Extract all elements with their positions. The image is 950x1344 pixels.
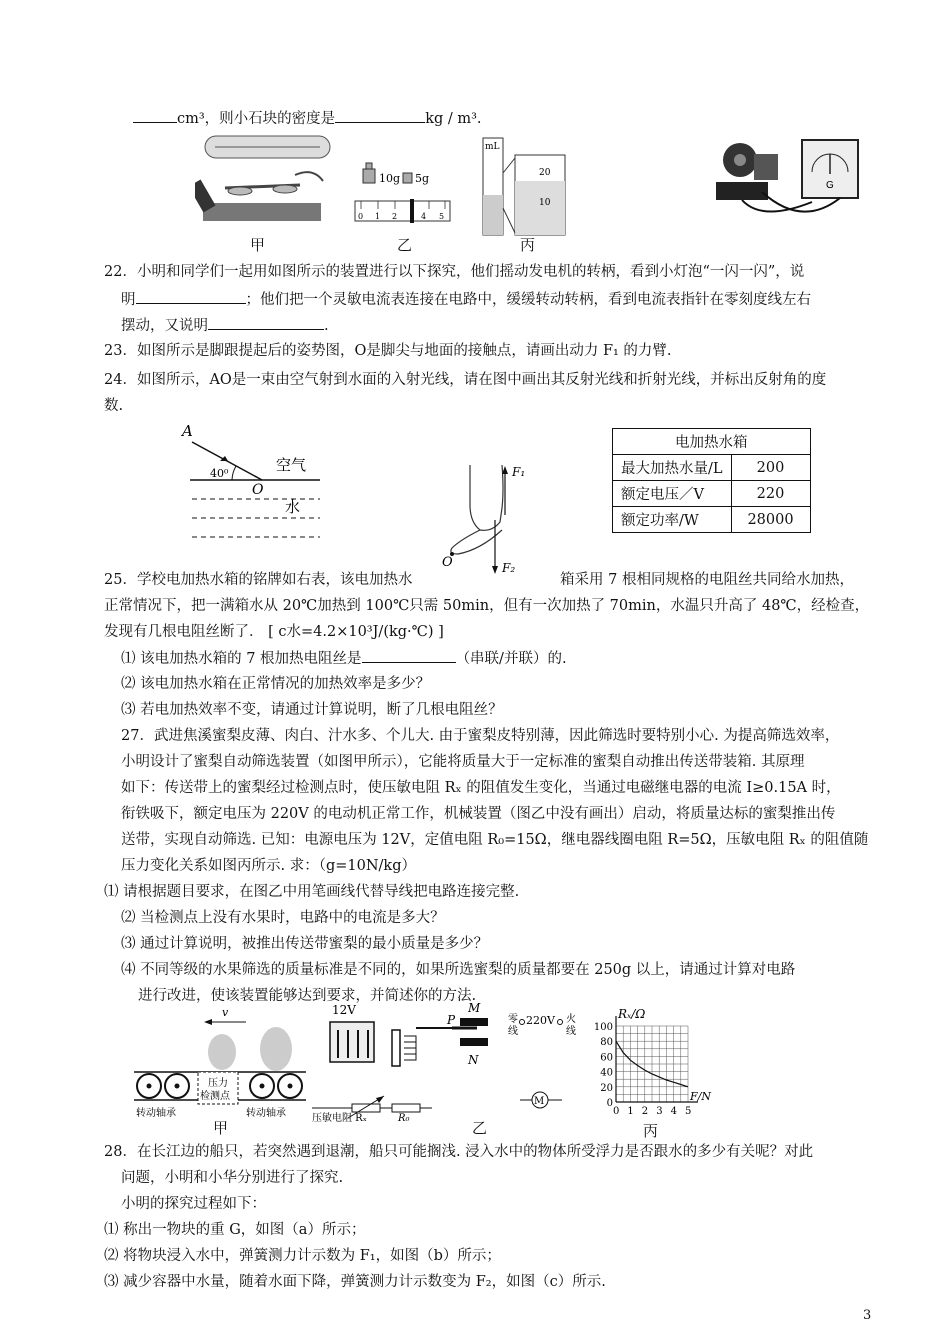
q27-sub4b: 进行改进，使该装置能够达到要求，并简述你的方法. — [138, 988, 477, 1004]
chart-x-tick: 3 — [656, 1106, 663, 1117]
row-key: 最大加热水量/L — [613, 455, 732, 481]
q22-line3 — [121, 315, 329, 336]
axle-label-left: 转动轴承 — [136, 1108, 176, 1119]
figure-27-circuit — [312, 1000, 597, 1122]
label-A: A — [182, 422, 193, 440]
ruler-2: 2 — [392, 212, 398, 221]
q24-line1: 24．如图所示，AO是一束由空气射到水面的入射光线，请在图中画出其反射光线和折射光线，并标出反射角的度 — [104, 372, 827, 388]
label-P: P — [447, 1013, 456, 1027]
ruler-4: 4 — [421, 212, 427, 221]
caption-bing-27: 丙 — [643, 1122, 659, 1140]
row-value: 220 — [731, 481, 810, 507]
text: kg / m³. — [425, 111, 482, 127]
chart-x-tick: 0 — [613, 1106, 620, 1117]
ruler-5: 5 — [439, 212, 445, 221]
label-220v: 220V — [526, 1014, 555, 1027]
ruler-0: 0 — [358, 212, 364, 221]
chart-y-tick: 20 — [600, 1082, 613, 1094]
cyl-20: 20 — [539, 168, 551, 178]
text: 摆动，又说明 — [121, 318, 208, 334]
q28-sub2: ⑵ 将物块浸入水中，弹簧测力计示数为 F₁，如图（b）所示； — [104, 1248, 501, 1264]
table-title: 电加热水箱 — [613, 429, 811, 455]
q25-sub1 — [121, 648, 567, 669]
figure-27-chart — [592, 1006, 712, 1118]
text: ；他们把一个灵敏电流表连接在电路中，缓缓转动转柄，看到电流表指针在零刻度线左右 — [245, 292, 811, 308]
q27-sub3: ⑶ 通过计算说明，被推出传送带蜜梨的最小质量是多少？ — [121, 936, 489, 952]
figure-24-refraction — [170, 420, 340, 545]
text: 明 — [121, 292, 136, 308]
row-key: 额定功率/W — [613, 507, 732, 533]
q25-sub2: ⑵ 该电加热水箱在正常情况的加热效率是多少？ — [121, 676, 431, 692]
q25-line3: 发现有几根电阻丝断了． [ c水=4.2×10³J/(kg·℃) ] — [104, 624, 444, 640]
detect-label: 检测点 — [200, 1091, 230, 1102]
q28-line1: 28．在长江边的船只，若突然遇到退潮，船只可能搁浅. 浸入水中的物体所受浮力是否跟水的多少有关呢？对此 — [104, 1144, 814, 1160]
weights-ruler-illustration — [355, 163, 450, 223]
density-line — [133, 108, 482, 129]
chart-axes — [616, 1016, 698, 1102]
chart-y-tick: 100 — [593, 1022, 613, 1033]
chart-y-tick: 60 — [600, 1052, 613, 1064]
table-row — [613, 455, 811, 481]
text: cm³，则小石块的密度是 — [177, 111, 336, 127]
chart-x-tick: 1 — [627, 1106, 634, 1117]
row-value: 200 — [731, 455, 810, 481]
answer-blank — [362, 648, 456, 663]
g-label: G — [826, 180, 834, 191]
figure-27-conveyor — [134, 1002, 306, 1120]
label-N: N — [468, 1053, 479, 1067]
text: （串联/并联）的. — [455, 651, 567, 667]
q25-sub3: ⑶ 若电加热效率不变，请通过计算说明，断了几根电阻丝？ — [121, 702, 503, 718]
water-heater-spec-table — [612, 428, 811, 533]
weight-5g: 5g — [415, 172, 430, 185]
detect-label: 压力 — [208, 1078, 228, 1089]
answer-blank — [208, 315, 324, 330]
chart-grid — [616, 1026, 688, 1102]
q23-text: 23．如图所示是脚跟提起后的姿势图，O是脚尖与地面的接触点，请画出动力 F₁ 的力臂. — [104, 343, 672, 359]
page-number: 3 — [863, 1308, 872, 1323]
chart-ylabel: Rₓ/Ω — [618, 1007, 646, 1021]
chart-x-tick: 4 — [670, 1106, 677, 1117]
ruler-1: 1 — [375, 212, 381, 221]
label-O: O — [442, 555, 453, 570]
chart-xlabel: F/N — [690, 1090, 711, 1103]
label-F2: F₂ — [502, 561, 516, 575]
q28-sub3: ⑶ 减少容器中水量，随着水面下降，弹簧测力计示数变为 F₂，如图（c）所示. — [104, 1274, 606, 1290]
q27-line5: 送带，实现自动筛选. 已知：电源电压为 12V，定值电阻 R₀=15Ω，继电器线圈电阻 R=5Ω，压敏电阻 Rₓ 的阻值随 — [121, 832, 869, 848]
label-neutral: 零 — [508, 1014, 518, 1025]
q27-line3: 如下：传送带上的蜜梨经过检测点时，使压敏电阻 Rₓ 的阻值发生变化，当通过电磁继电器的电流 I≥0.15A 时， — [121, 780, 841, 796]
q27-line1: 27．武进焦溪蜜梨皮薄、肉白、汁水多、个儿大. 由于蜜梨皮特别薄，因此筛选时要特别小心. 为提高筛选效率， — [121, 728, 840, 744]
row-value: 28000 — [731, 507, 810, 533]
q22-line1: 22．小明和同学们一起用如图所示的装置进行以下探究，他们摇动发电机的转柄，看到小灯泡“一闪一闪”，说 — [104, 264, 805, 280]
caption-jia: 甲 — [250, 236, 266, 254]
chart-x-tick: 5 — [685, 1106, 692, 1117]
q24-line2: 数. — [104, 398, 124, 414]
table-row — [613, 507, 811, 533]
answer-blank — [133, 108, 177, 123]
label-v: v — [222, 1006, 229, 1019]
text: . — [324, 318, 329, 334]
chart-y-tick: 0 — [606, 1098, 613, 1109]
row-key: 额定电压／V — [613, 481, 732, 507]
chart-y-tick: 80 — [600, 1037, 613, 1049]
answer-blank — [335, 108, 425, 123]
text: ⑴ 该电加热水箱的 7 根加热电阻丝是 — [121, 651, 362, 667]
figure-23-foot — [440, 460, 530, 578]
q27-sub2: ⑵ 当检测点上没有水果时，电路中的电流是多大？ — [121, 910, 445, 926]
label-O: O — [252, 482, 264, 498]
q25-line2: 正常情况下，把一满箱水从 20℃加热到 100℃只需 50min，但有一次加热了 70min，水温只升高了 48℃，经检查， — [104, 598, 870, 614]
chart-y-tick: 40 — [600, 1067, 613, 1079]
q28-line3: 小明的探究过程如下： — [121, 1196, 266, 1212]
q28-sub1: ⑴ 称出一物块的重 G，如图（a）所示； — [104, 1222, 366, 1238]
table-title-row — [613, 429, 811, 455]
caption-yi: 乙 — [397, 236, 413, 254]
cyl-10: 10 — [539, 198, 551, 208]
cylinder-illustration — [483, 138, 565, 235]
label-12v: 12V — [332, 1003, 356, 1017]
label-air: 空气 — [276, 456, 307, 474]
generator-ammeter-figure — [712, 132, 862, 232]
motor-label: M — [534, 1096, 545, 1107]
caption-yi-27: 乙 — [472, 1119, 488, 1137]
rx-label: 压敏电阻 Rₓ — [312, 1113, 367, 1122]
label-water: 水 — [285, 498, 301, 516]
q27-line4: 衔铁吸下，额定电压为 220V 的电动机正常工作，机械装置（图乙中没有画出）启动，将质量达标的蜜梨推出传 — [121, 806, 836, 822]
answer-blank — [136, 289, 246, 304]
caption-bing: 丙 — [520, 236, 536, 254]
label-live: 火 — [566, 1014, 576, 1025]
label-M: M — [468, 1001, 481, 1015]
q22-line2 — [121, 289, 811, 310]
table-row — [613, 481, 811, 507]
q27-sub1: ⑴ 请根据题目要求，在图乙中用笔画线代替导线把电路连接完整. — [104, 884, 520, 900]
label-F1: F₁ — [512, 465, 526, 479]
chart-x-tick: 2 — [641, 1106, 649, 1117]
q27-line6: 压力变化关系如图丙所示. 求：（g=10N/kg） — [121, 858, 416, 874]
q25-line1b: 箱采用 7 根相同规格的电阻丝共同给水加热， — [560, 572, 854, 588]
label-live: 线 — [566, 1026, 576, 1037]
axle-label-right: 转动轴承 — [246, 1108, 286, 1119]
r0-label: R₀ — [398, 1113, 410, 1122]
ml-label: mL — [485, 142, 500, 152]
q25-line1a: 25．学校电加热水箱的铭牌如右表，该电加热水 — [104, 572, 413, 588]
balance-illustration — [195, 136, 330, 221]
q28-line2: 问题，小明和小华分别进行了探究. — [121, 1170, 344, 1186]
chart-ticks — [594, 1022, 691, 1117]
caption-jia-27: 甲 — [213, 1119, 229, 1137]
label-neutral: 线 — [508, 1026, 518, 1037]
weight-10g: 10g — [379, 172, 401, 185]
angle-label: 40⁰ — [210, 467, 229, 480]
q27-line2: 小明设计了蜜梨自动筛选装置（如图甲所示），它能将质量大于一定标准的蜜梨自动推出传送带装箱. 其原理 — [121, 754, 805, 770]
q27-sub4a: ⑷ 不同等级的水果筛选的质量标准是不同的，如果所选蜜梨的质量都要在 250g 以上，请通过计算对电路 — [121, 962, 796, 978]
